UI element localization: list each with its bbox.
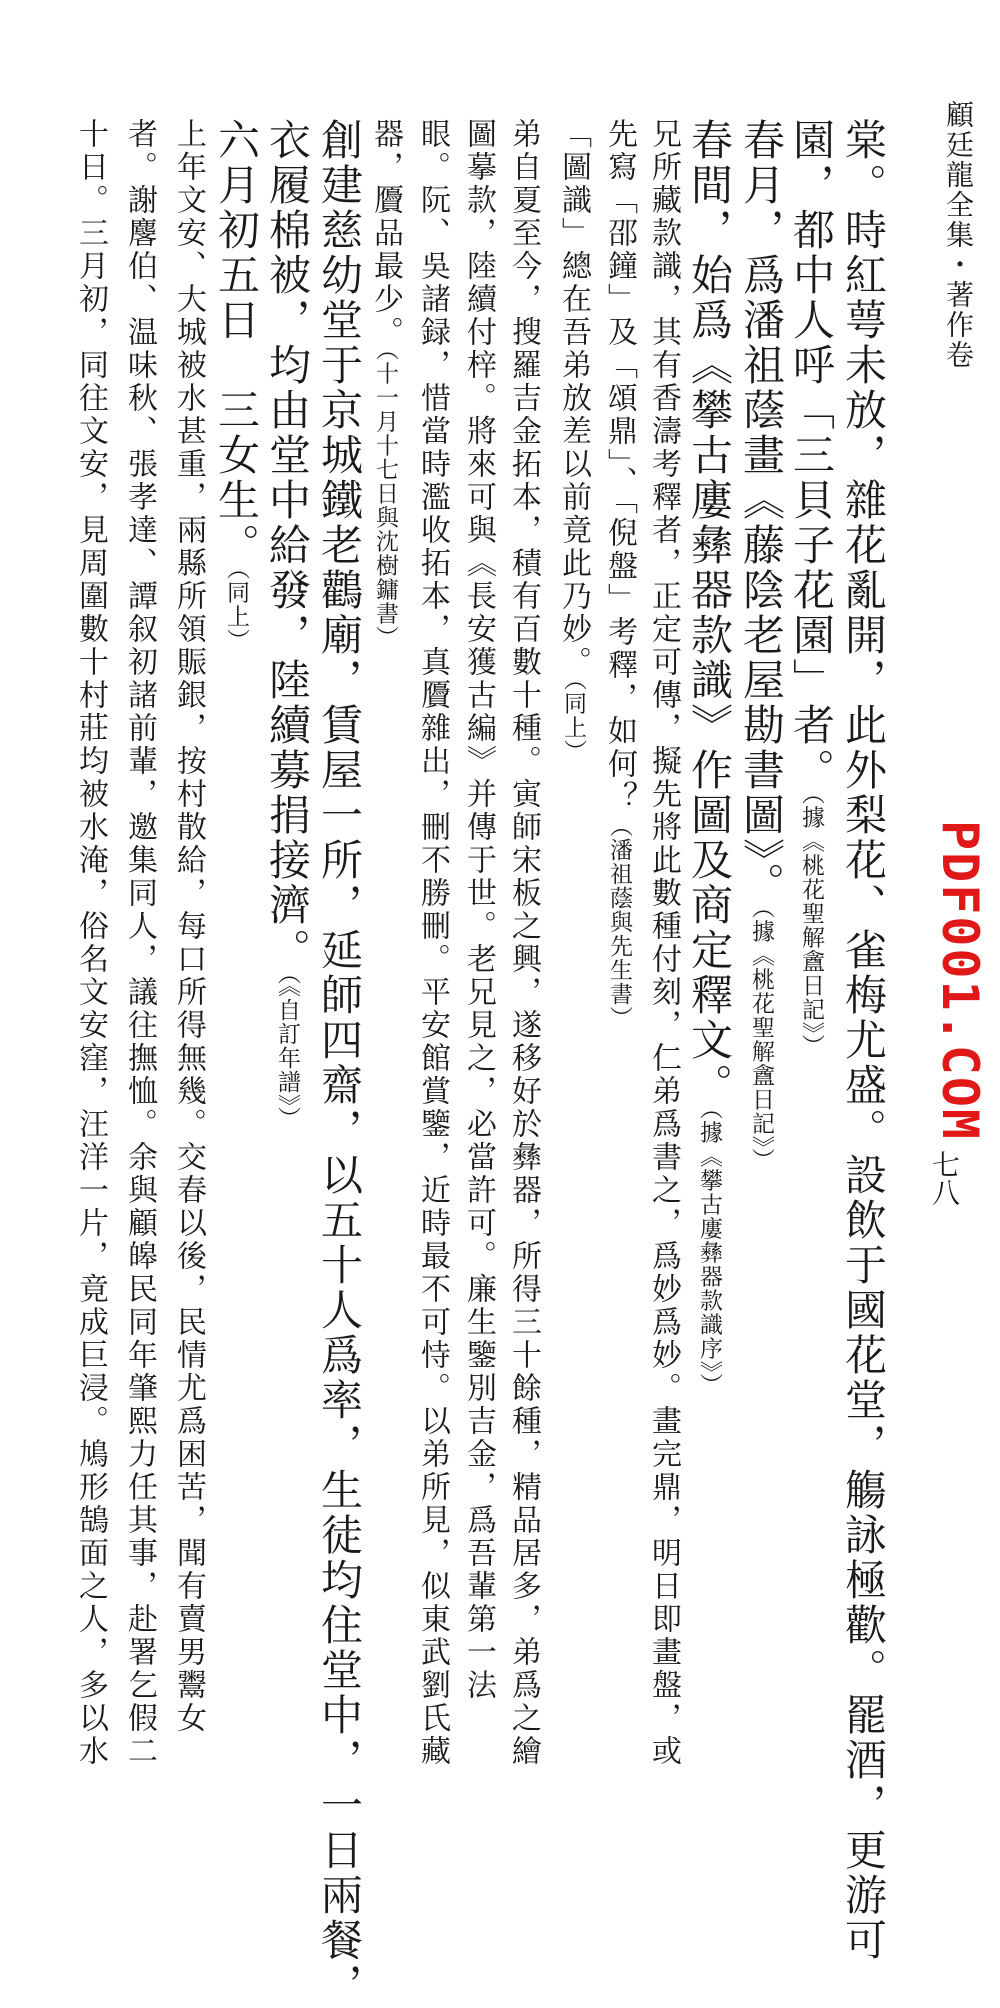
watermark-text: PDF001.COM xyxy=(931,820,989,1142)
text-column xyxy=(646,118,681,1768)
column-text: 者。謝麐伯、温味秋、張孝達、譚叙初諸前輩，邀集同人，議往撫恤。余與顧皞民同年肇熙力任其事，赴署乞假二 xyxy=(122,118,157,1768)
column-note: （十一月十七日與沈樹鏞書） xyxy=(372,349,398,650)
column-text: 兄所藏款識，其有香濤考釋者，正定可傳，擬先將此數種付刻，仁弟爲書之，爲妙爲妙。畫完鼎，明日即畫盤，或 xyxy=(646,118,681,1768)
column-note: （《自訂年譜》） xyxy=(274,973,300,1131)
column-note: （據《桃花聖解盦日記》） xyxy=(798,793,824,1058)
text-column xyxy=(602,118,637,1388)
column-text: 創建慈幼堂于京城鐵老鸛廟，賃屋一所，延師四齋，以五十人爲率，生徒均住堂中，一日兩餐， xyxy=(315,118,364,2008)
column-note: （同上） xyxy=(560,679,586,764)
column-text: 園，都中人呼「三貝子花園」者。 xyxy=(787,118,836,793)
text-column xyxy=(415,118,450,1768)
column-text: 春間，始爲《攀古廔彝器款識》作圖及商定釋文。 xyxy=(685,118,734,1108)
column-note: （據《攀古廔彝器款識序》） xyxy=(696,1108,722,1397)
column-text: 「圖識」總在吾弟放差以前竟此乃妙。 xyxy=(556,118,591,679)
column-text: 衣履棉被，均由堂中給發，陸續募捐接濟。 xyxy=(263,118,312,973)
column-text: 棠。時紅萼未放，雜花亂開，此外梨花、雀梅尤盛。設飲于國花堂，觴詠極歡。罷酒，更游可 xyxy=(839,118,888,1963)
column-note: （據《桃花聖解盦日記》） xyxy=(748,907,774,1172)
text-column xyxy=(122,118,157,1768)
text-column xyxy=(787,118,836,1388)
column-text: 器，贗品最少。 xyxy=(368,118,403,349)
text-column xyxy=(171,118,206,1735)
column-note: （潘祖蔭與先生書） xyxy=(606,814,632,1030)
column-note: （同上） xyxy=(223,568,249,653)
column-text: 春月，爲潘祖蔭畫《藤陰老屋勘書圖》。 xyxy=(737,118,786,907)
text-column xyxy=(212,118,261,1388)
column-text: 圖摹款，陸續付梓。將來可與《長安獲古編》并傳于世。老兄見之，必當許可。廉生鑒別吉金，爲吾輩第一法 xyxy=(461,118,496,1702)
column-text: 上年文安、大城被水甚重，兩縣所領賑銀，按村散給，每口所得無幾。交春以後，民情尤爲困苦，聞有賣男鬻女 xyxy=(171,118,206,1735)
text-column xyxy=(315,118,364,2008)
text-column xyxy=(263,118,312,1388)
column-text: 先寫「邵鐘」及「頌鼎」、「倪盤」考釋，如何？ xyxy=(602,118,637,814)
text-column xyxy=(368,118,403,1388)
column-text: 弟自夏至今，搜羅吉金拓本，積有百數十種。寅師宋板之興，遂移好於彝器，所得三十餘種，精品居多，弟爲之繪 xyxy=(506,118,541,1768)
column-text: 六月初五日 三女生。 xyxy=(212,118,261,568)
text-column xyxy=(506,118,541,1768)
column-text: 十日。三月初，同往文安，見周圍數十村莊均被水淹，俗名文安窪，汪洋一片，竟成巨浸。鳩形鵠面之人，多以水 xyxy=(73,118,108,1768)
page-number: 七八 xyxy=(928,1150,961,1206)
text-column xyxy=(737,118,786,1388)
text-column xyxy=(461,118,496,1702)
text-column xyxy=(839,118,888,1963)
column-text: 眼。阮、吳諸録，惜當時濫收拓本，真贗雜出，刪不勝刪。平安館賞鑒，近時最不可恃。以弟所見，似東武劉氏藏 xyxy=(415,118,450,1768)
running-title: 顧廷龍全集・著作卷 xyxy=(942,100,975,370)
text-column xyxy=(685,118,734,1397)
text-column xyxy=(556,118,591,1388)
text-column xyxy=(73,118,108,1768)
